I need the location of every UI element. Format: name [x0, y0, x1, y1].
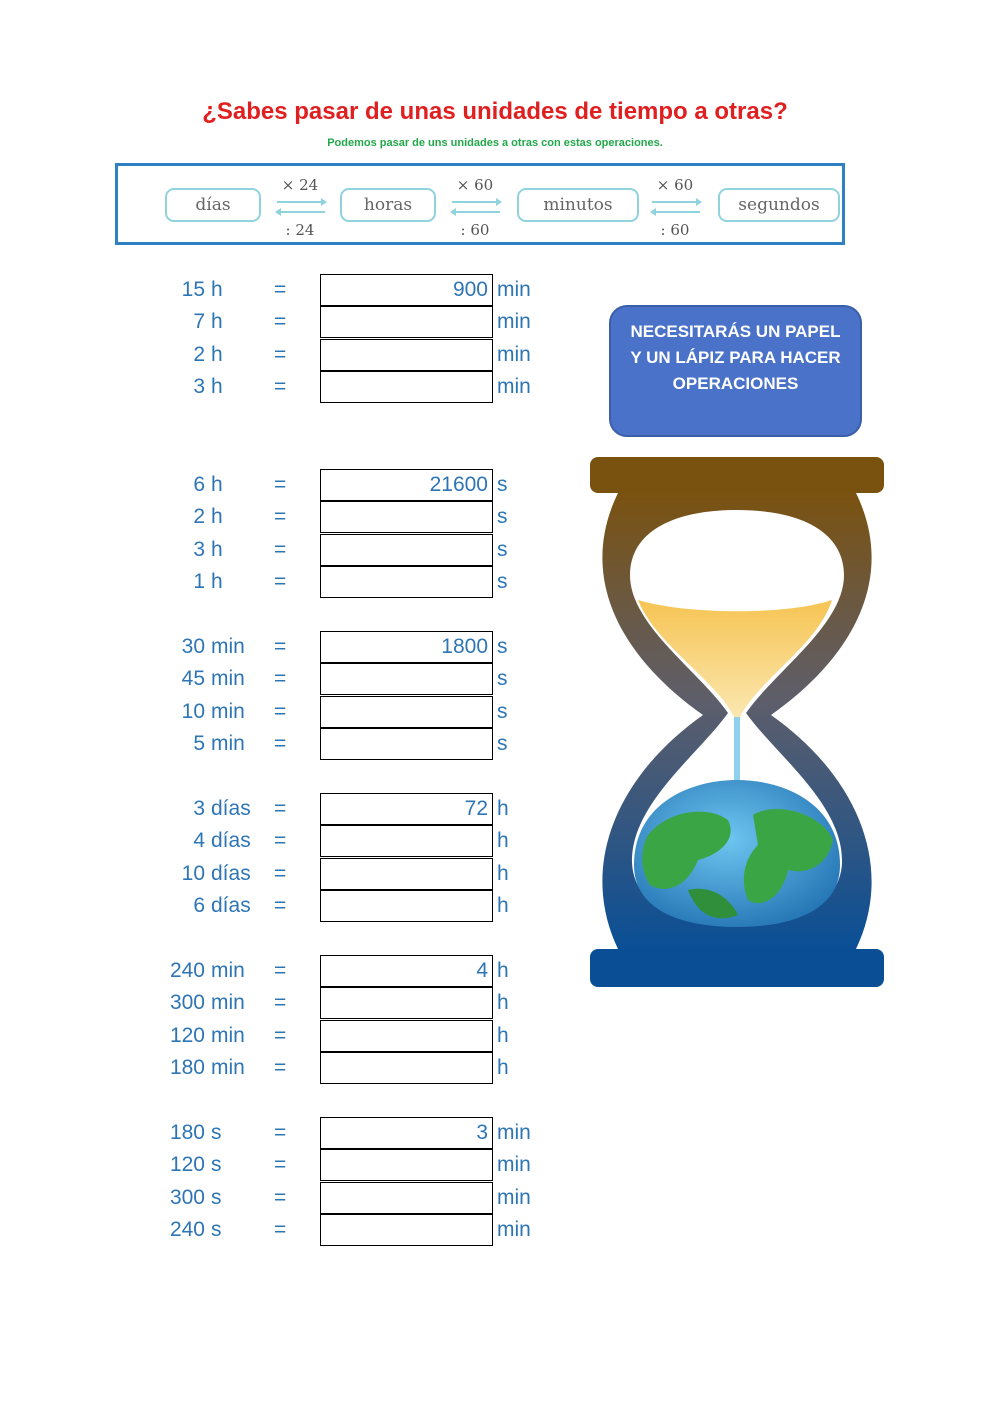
unit-minutos: minutos	[517, 188, 639, 222]
source-value: 300	[169, 991, 205, 1015]
source-value: 4	[193, 829, 205, 853]
unit-horas: horas	[340, 188, 436, 222]
exercise-row	[0, 274, 560, 306]
answer-input[interactable]	[320, 825, 493, 857]
equals-sign: =	[274, 635, 287, 658]
answer-input[interactable]	[320, 339, 493, 371]
exercise-row	[0, 306, 560, 338]
source-value: 120	[169, 1153, 205, 1177]
source-unit: h	[211, 278, 223, 301]
target-unit: min	[497, 1153, 531, 1177]
target-unit: s	[497, 667, 508, 691]
answer-input[interactable]	[320, 987, 493, 1019]
equals-sign: =	[274, 1056, 287, 1080]
exercise-row	[0, 1182, 560, 1214]
equals-sign: =	[274, 537, 287, 561]
source-value: 10	[181, 699, 205, 723]
source-unit: min	[211, 635, 245, 658]
op-div-60-b: : 60	[660, 221, 690, 239]
source-unit: h	[211, 570, 223, 594]
answer-input[interactable]	[320, 858, 493, 890]
source-value: 1	[193, 570, 205, 594]
equals-sign: =	[274, 1121, 287, 1144]
target-unit: s	[497, 699, 508, 723]
target-unit: s	[497, 732, 508, 756]
target-unit: h	[497, 1023, 509, 1047]
page-subtitle: Podemos pasar de uns unidades a otras con estas operaciones.	[327, 137, 663, 149]
source-value: 240	[169, 1218, 205, 1242]
answer-input[interactable]	[320, 371, 493, 403]
answer-input[interactable]	[320, 631, 493, 663]
source-unit: h	[211, 537, 223, 561]
double-arrow-icon	[450, 197, 502, 217]
exercise-row	[0, 825, 560, 857]
equals-sign: =	[274, 991, 287, 1015]
answer-input[interactable]	[320, 696, 493, 728]
equals-sign: =	[274, 894, 287, 918]
answer-input[interactable]	[320, 534, 493, 566]
source-value: 15	[181, 278, 205, 301]
source-value: 240	[169, 959, 205, 982]
source-unit: h	[211, 505, 223, 529]
source-unit: días	[211, 894, 251, 918]
note-line: NECESITARÁS UN PAPEL	[630, 322, 841, 341]
op-mul-60-a: × 60	[456, 176, 494, 194]
equals-sign: =	[274, 342, 287, 366]
exercise-row	[0, 793, 560, 825]
source-value: 180	[169, 1056, 205, 1080]
equals-sign: =	[274, 1218, 287, 1242]
target-unit: s	[497, 635, 508, 658]
exercise-row	[0, 987, 560, 1019]
source-unit: días	[211, 829, 251, 853]
target-unit: h	[497, 991, 509, 1015]
exercise-row	[0, 1214, 560, 1246]
source-unit: min	[211, 991, 245, 1015]
source-value: 3	[193, 375, 205, 399]
target-unit: min	[497, 278, 531, 301]
target-unit: min	[497, 310, 531, 334]
answer-input[interactable]	[320, 793, 493, 825]
answer-input[interactable]	[320, 306, 493, 338]
exercise-row	[0, 501, 560, 533]
source-unit: min	[211, 699, 245, 723]
exercise-row	[0, 1052, 560, 1084]
exercise-row	[0, 371, 560, 403]
hourglass-earth-icon	[588, 455, 886, 990]
target-unit: h	[497, 829, 509, 853]
source-unit: s	[211, 1121, 222, 1144]
source-unit: h	[211, 375, 223, 399]
target-unit: s	[497, 473, 508, 496]
target-unit: min	[497, 1218, 531, 1242]
op-mul-60-b: × 60	[656, 176, 694, 194]
source-value: 5	[193, 732, 205, 756]
unit-segundos: segundos	[718, 188, 840, 222]
equals-sign: =	[274, 1023, 287, 1047]
source-unit: h	[211, 310, 223, 334]
exercise-row	[0, 566, 560, 598]
source-value: 7	[193, 310, 205, 334]
target-unit: h	[497, 894, 509, 918]
target-unit: s	[497, 570, 508, 594]
source-unit: min	[211, 959, 245, 982]
source-value: 2	[193, 505, 205, 529]
source-unit: s	[211, 1218, 222, 1242]
page-title: ¿Sabes pasar de unas unidades de tiempo a otras?	[202, 98, 788, 125]
source-unit: s	[211, 1153, 222, 1177]
note-line: Y UN LÁPIZ PARA HACER	[630, 348, 841, 367]
conversion-diagram	[115, 163, 845, 245]
equals-sign: =	[274, 829, 287, 853]
target-unit: s	[497, 505, 508, 529]
answer-input[interactable]	[320, 469, 493, 501]
source-unit: min	[211, 1056, 245, 1080]
equals-sign: =	[274, 375, 287, 399]
source-value: 3	[193, 797, 205, 820]
answer-input[interactable]	[320, 890, 493, 922]
source-unit: min	[211, 732, 245, 756]
answer-input[interactable]	[320, 1117, 493, 1149]
exercise-row	[0, 631, 560, 663]
note-line: OPERACIONES	[672, 374, 799, 393]
equals-sign: =	[274, 278, 287, 301]
equals-sign: =	[274, 1153, 287, 1177]
equals-sign: =	[274, 310, 287, 334]
exercise-row	[0, 858, 560, 890]
answer-input[interactable]	[320, 566, 493, 598]
equals-sign: =	[274, 959, 287, 982]
target-unit: h	[497, 1056, 509, 1080]
source-unit: min	[211, 667, 245, 691]
exercise-row	[0, 534, 560, 566]
source-unit: días	[211, 861, 251, 885]
target-unit: s	[497, 537, 508, 561]
exercise-row	[0, 663, 560, 695]
source-value: 300	[169, 1185, 205, 1209]
source-value: 30	[181, 635, 205, 658]
exercise-row	[0, 955, 560, 987]
double-arrow-icon	[650, 197, 702, 217]
equals-sign: =	[274, 861, 287, 885]
source-value: 45	[181, 667, 205, 691]
target-unit: h	[497, 861, 509, 885]
source-value: 180	[169, 1121, 205, 1144]
op-mul-24: × 24	[281, 176, 319, 194]
source-value: 3	[193, 537, 205, 561]
answer-input[interactable]	[320, 1149, 493, 1181]
answer-input[interactable]	[320, 663, 493, 695]
instruction-note	[609, 305, 862, 437]
source-value: 2	[193, 342, 205, 366]
source-unit: s	[211, 1185, 222, 1209]
answer-input[interactable]	[320, 728, 493, 760]
equals-sign: =	[274, 732, 287, 756]
unit-dias: días	[165, 188, 261, 222]
source-value: 120	[169, 1023, 205, 1047]
exercise-row	[0, 1149, 560, 1181]
target-unit: min	[497, 375, 531, 399]
answer-input[interactable]	[320, 1052, 493, 1084]
answer-input[interactable]	[320, 1020, 493, 1052]
answer-input[interactable]	[320, 1214, 493, 1246]
target-unit: min	[497, 1185, 531, 1209]
equals-sign: =	[274, 699, 287, 723]
target-unit: h	[497, 959, 509, 982]
exercise-row	[0, 1020, 560, 1052]
target-unit: min	[497, 1121, 531, 1144]
source-unit: h	[211, 342, 223, 366]
op-div-24: : 24	[285, 221, 315, 239]
source-value: 10	[181, 861, 205, 885]
op-div-60-a: : 60	[460, 221, 490, 239]
source-unit: min	[211, 1023, 245, 1047]
exercise-row	[0, 339, 560, 371]
exercise-row	[0, 1117, 560, 1149]
exercise-row	[0, 728, 560, 760]
answer-input[interactable]	[320, 274, 493, 306]
answer-input[interactable]	[320, 501, 493, 533]
double-arrow-icon	[275, 197, 327, 217]
exercise-row	[0, 890, 560, 922]
equals-sign: =	[274, 570, 287, 594]
exercise-row	[0, 696, 560, 728]
equals-sign: =	[274, 667, 287, 691]
exercise-row	[0, 469, 560, 501]
target-unit: min	[497, 342, 531, 366]
source-value: 6	[193, 473, 205, 496]
equals-sign: =	[274, 1185, 287, 1209]
equals-sign: =	[274, 797, 287, 820]
target-unit: h	[497, 797, 509, 820]
answer-input[interactable]	[320, 955, 493, 987]
source-value: 6	[193, 894, 205, 918]
answer-input[interactable]	[320, 1182, 493, 1214]
equals-sign: =	[274, 473, 287, 496]
source-unit: días	[211, 797, 251, 820]
source-unit: h	[211, 473, 223, 496]
equals-sign: =	[274, 505, 287, 529]
